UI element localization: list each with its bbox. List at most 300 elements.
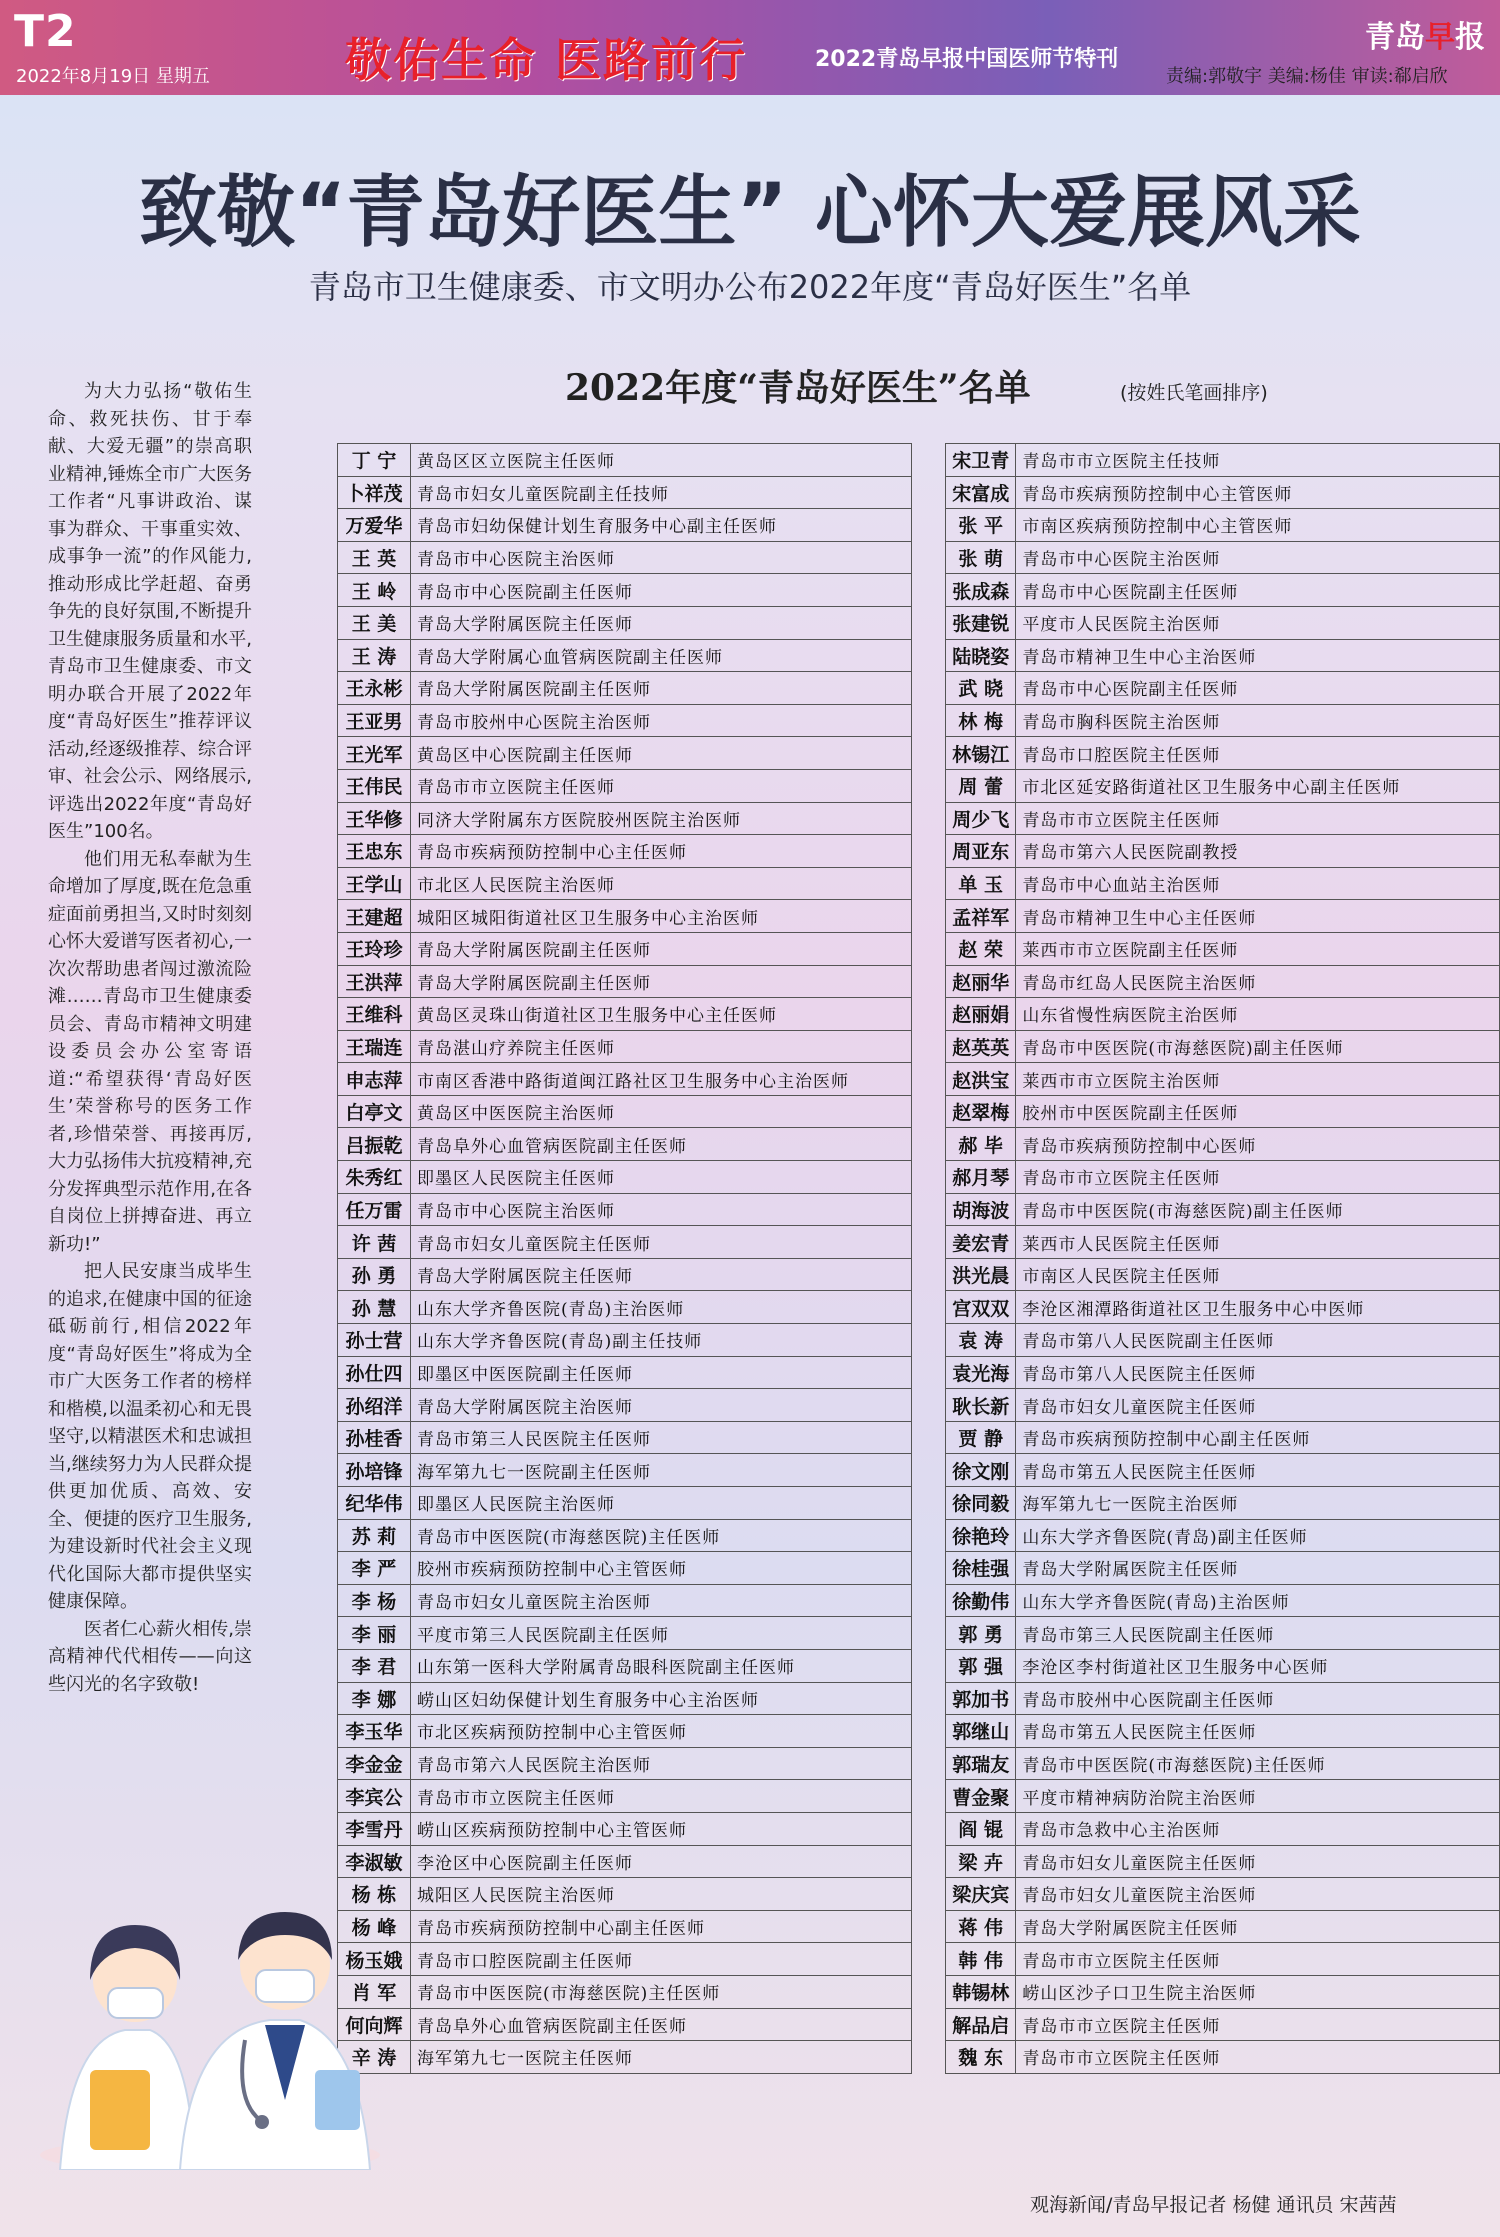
doctor-name: 王华修	[338, 802, 411, 835]
doctor-position: 青岛市第三人民医院主任医师	[411, 1421, 912, 1454]
doctor-position: 市南区人民医院主任医师	[1016, 1258, 1500, 1291]
doctor-name: 辛 涛	[338, 2041, 411, 2074]
intro-paragraph: 为大力弘扬“敬佑生命、救死扶伤、甘于奉献、大爱无疆”的崇高职业精神,锤炼全市广大医务工作者“凡事讲政治、谋事为群众、干事重实效、成事争一流”的作风能力,推动形成比学赶超、奋勇争先的良好氛围,不断提升卫生健康服务质量和水平,青岛市卫生健康委、市文明办联合开展了2022年度“青岛好医生”推荐评议活动,经逐级推荐、综合评审、社会公示、网络展示,评选出2022年度“青岛好医生”100名。	[48, 381, 252, 842]
issue-date: 2022年8月19日 星期五	[16, 66, 210, 87]
doctor-position: 海军第九七一医院主治医师	[1016, 1487, 1500, 1520]
doctor-name: 耿长新	[946, 1389, 1016, 1422]
doctor-name: 孙 慧	[338, 1291, 411, 1324]
doctor-name: 洪光晨	[946, 1258, 1016, 1291]
doctor-name: 宫双双	[946, 1291, 1016, 1324]
table-row	[338, 1878, 912, 1911]
doctor-position: 青岛市中心血站主治医师	[1016, 867, 1500, 900]
doctor-position: 青岛市第六人民医院副教授	[1016, 835, 1500, 868]
doctor-name: 徐艳玲	[946, 1519, 1016, 1552]
doctor-position: 青岛市市立医院主任技师	[1016, 444, 1500, 477]
doctors-illustration	[30, 1840, 390, 2170]
table-row	[338, 998, 912, 1031]
doctor-name: 解品启	[946, 2008, 1016, 2041]
intro-paragraph: 把人民安康当成毕生的追求,在健康中国的征途砥砺前行,相信2022年度“青岛好医生”将成为全市广大医务工作者的榜样和楷模,以温柔初心和无畏坚守,以精湛医术和忠诚担当,继续努力为人民群众提供更加优质、高效、安全、便捷的医疗卫生服务,为建设新时代社会主义现代化国际大都市提供坚实健康保障。	[48, 1261, 252, 1612]
doctor-name: 姜宏青	[946, 1226, 1016, 1259]
doctor-name: 梁 卉	[946, 1845, 1016, 1878]
doctor-name: 任万雷	[338, 1193, 411, 1226]
doctor-position: 青岛市胸科医院主治医师	[1016, 704, 1500, 737]
doctor-position: 青岛市第八人民医院副主任医师	[1016, 1324, 1500, 1357]
doctor-name: 吕振乾	[338, 1128, 411, 1161]
doctor-position: 青岛市市立医院主任医师	[1016, 2041, 1500, 2074]
doctor-position: 莱西市人民医院主任医师	[1016, 1226, 1500, 1259]
intro-paragraph: 他们用无私奉献为生命增加了厚度,既在危急重症面前勇担当,又时时刻刻心怀大爱谱写医者初心,一次次帮助患者闯过激流险滩……青岛市卫生健康委员会、青岛市精神文明建设委员会办公室寄语道:“希望获得‘青岛好医生’荣誉称号的医务工作者,珍惜荣誉、再接再厉,大力弘扬伟大抗疫精神,充分发挥典型示范作用,在各自岗位上拼搏奋进、再立新功!”	[48, 848, 252, 1255]
doctor-name: 孙绍洋	[338, 1389, 411, 1422]
doctor-name: 李 君	[338, 1649, 411, 1682]
doctor-position: 青岛市中心医院主治医师	[1016, 541, 1500, 574]
doctor-position: 山东大学齐鲁医院(青岛)副主任医师	[1016, 1519, 1500, 1552]
table-row	[338, 1780, 912, 1813]
table-row	[338, 672, 912, 705]
doctor-position: 莱西市市立医院主治医师	[1016, 1063, 1500, 1096]
doctor-name: 徐勤伟	[946, 1584, 1016, 1617]
table-row	[946, 1095, 1500, 1128]
page-header	[0, 0, 1500, 95]
doctor-position: 黄岛区中医医院主治医师	[411, 1095, 912, 1128]
list-note: (按姓氏笔画排序)	[1120, 382, 1268, 404]
doctor-position: 青岛市市立医院主任医师	[1016, 2008, 1500, 2041]
doctor-position: 青岛市疾病预防控制中心医师	[1016, 1128, 1500, 1161]
doctor-position: 青岛市妇幼保健计划生育服务中心副主任医师	[411, 509, 912, 542]
table-row	[946, 1356, 1500, 1389]
doctor-name: 赵丽华	[946, 965, 1016, 998]
table-row	[946, 1519, 1500, 1552]
doctor-position: 青岛市胶州中心医院副主任医师	[1016, 1682, 1500, 1715]
doctor-name: 徐文刚	[946, 1454, 1016, 1487]
doctor-name: 王学山	[338, 867, 411, 900]
table-row	[338, 1128, 912, 1161]
table-row	[338, 900, 912, 933]
doctor-name: 杨 栋	[338, 1878, 411, 1911]
table-row	[946, 1291, 1500, 1324]
table-row	[946, 1747, 1500, 1780]
doctor-name: 郭瑞友	[946, 1747, 1016, 1780]
doctor-position: 山东大学齐鲁医院(青岛)主治医师	[1016, 1584, 1500, 1617]
doctor-position: 市南区香港中路街道闽江路社区卫生服务中心主治医师	[411, 1063, 912, 1096]
headline: 致敬“青岛好医生” 心怀大爱展风采	[139, 168, 1361, 258]
table-row	[338, 2008, 912, 2041]
doctor-position: 青岛市疾病预防控制中心主任医师	[411, 835, 912, 868]
doctor-position: 青岛市第八人民医院主任医师	[1016, 1356, 1500, 1389]
doctor-position: 青岛市市立医院主任医师	[1016, 1943, 1500, 1976]
table-row	[338, 1421, 912, 1454]
doctor-position: 青岛大学附属医院主任医师	[1016, 1910, 1500, 1943]
doctor-name: 周 蕾	[946, 769, 1016, 802]
doctor-name: 郝 毕	[946, 1128, 1016, 1161]
doctor-name: 周少飞	[946, 802, 1016, 835]
doctor-name: 郭加书	[946, 1682, 1016, 1715]
doctor-position: 青岛市妇女儿童医院主治医师	[411, 1584, 912, 1617]
table-row	[338, 509, 912, 542]
table-row	[946, 769, 1500, 802]
doctor-name: 李玉华	[338, 1715, 411, 1748]
doctor-name: 孙仕四	[338, 1356, 411, 1389]
table-row	[946, 606, 1500, 639]
table-row	[946, 672, 1500, 705]
table-row	[946, 1128, 1500, 1161]
table-row	[338, 1552, 912, 1585]
table-row	[946, 574, 1500, 607]
doctor-position: 海军第九七一医院主任医师	[411, 2041, 912, 2074]
table-row	[338, 1454, 912, 1487]
doctor-name: 万爱华	[338, 509, 411, 542]
header-slogan: 敬佑生命 医路前行	[345, 33, 748, 87]
table-row	[338, 1682, 912, 1715]
table-row	[338, 1030, 912, 1063]
doctor-position: 青岛市中心医院副主任医师	[1016, 574, 1500, 607]
doctor-position: 青岛市急救中心主治医师	[1016, 1812, 1500, 1845]
doctor-name: 王建超	[338, 900, 411, 933]
table-row	[946, 835, 1500, 868]
edition-title: 2022青岛早报中国医师节特刊	[815, 47, 1119, 72]
table-row	[946, 1812, 1500, 1845]
doctor-name: 贾 静	[946, 1421, 1016, 1454]
table-row	[338, 835, 912, 868]
doctor-position: 青岛市红岛人民医院主治医师	[1016, 965, 1500, 998]
doctor-name: 李 娜	[338, 1682, 411, 1715]
table-row	[946, 900, 1500, 933]
table-row	[338, 639, 912, 672]
table-row	[946, 1161, 1500, 1194]
table-row	[338, 574, 912, 607]
doctor-name: 孙 勇	[338, 1258, 411, 1291]
doctor-position: 青岛市胶州中心医院主治医师	[411, 704, 912, 737]
doctor-position: 青岛大学附属医院主任医师	[411, 1258, 912, 1291]
doctor-position: 市北区疾病预防控制中心主管医师	[411, 1715, 912, 1748]
doctor-position: 市南区疾病预防控制中心主管医师	[1016, 509, 1500, 542]
doctor-position: 青岛市妇女儿童医院主治医师	[1016, 1878, 1500, 1911]
list-title: 2022年度“青岛好医生”名单	[565, 367, 1031, 409]
table-row	[946, 1324, 1500, 1357]
doctor-name: 张 平	[946, 509, 1016, 542]
doctor-position: 平度市第三人民医院副主任医师	[411, 1617, 912, 1650]
table-row	[338, 802, 912, 835]
table-row	[338, 1258, 912, 1291]
doctor-name: 王 英	[338, 541, 411, 574]
doctor-position: 青岛市市立医院主任医师	[1016, 1161, 1500, 1194]
doctor-position: 李沧区中心医院副主任医师	[411, 1845, 912, 1878]
intro-paragraph: 医者仁心薪火相传,崇高精神代代相传——向这些闪光的名字致敬!	[48, 1618, 252, 1695]
table-row	[946, 1487, 1500, 1520]
doctor-position: 青岛市中医医院(市海慈医院)主任医师	[411, 1519, 912, 1552]
doctor-position: 山东第一医科大学附属青岛眼科医院副主任医师	[411, 1649, 912, 1682]
table-row	[946, 1910, 1500, 1943]
doctor-position: 青岛阜外心血管病医院副主任医师	[411, 1128, 912, 1161]
doctor-position: 青岛阜外心血管病医院副主任医师	[411, 2008, 912, 2041]
doctor-position: 胶州市疾病预防控制中心主管医师	[411, 1552, 912, 1585]
table-row	[338, 541, 912, 574]
doctor-position: 平度市精神病防治院主治医师	[1016, 1780, 1500, 1813]
doctor-position: 青岛市中心医院副主任医师	[411, 574, 912, 607]
table-row	[946, 1975, 1500, 2008]
doctor-position: 青岛湛山疗养院主任医师	[411, 1030, 912, 1063]
table-row	[946, 2008, 1500, 2041]
doctor-position: 青岛市中心医院副主任医师	[1016, 672, 1500, 705]
doctor-position: 青岛市中医医院(市海慈医院)副主任医师	[1016, 1030, 1500, 1063]
doctor-name: 陆晓姿	[946, 639, 1016, 672]
doctor-name: 李金金	[338, 1747, 411, 1780]
doctor-position: 青岛大学附属医院副主任医师	[411, 965, 912, 998]
table-row	[946, 998, 1500, 1031]
table-row	[338, 769, 912, 802]
doctor-name: 赵洪宝	[946, 1063, 1016, 1096]
table-row	[338, 1291, 912, 1324]
doctor-position: 即墨区中医医院副主任医师	[411, 1356, 912, 1389]
table-row	[338, 1747, 912, 1780]
doctor-name: 王 涛	[338, 639, 411, 672]
table-row	[946, 1649, 1500, 1682]
doctor-name: 王 美	[338, 606, 411, 639]
doctor-position: 城阳区城阳街道社区卫生服务中心主治医师	[411, 900, 912, 933]
table-row	[338, 1193, 912, 1226]
table-row	[338, 1812, 912, 1845]
doctor-name: 王忠东	[338, 835, 411, 868]
doctor-name: 孙士营	[338, 1324, 411, 1357]
doctor-name: 郭 强	[946, 1649, 1016, 1682]
doctor-list-right	[945, 443, 1500, 2074]
table-row	[338, 1324, 912, 1357]
doctor-name: 孙培锋	[338, 1454, 411, 1487]
doctor-position: 李沧区李村街道社区卫生服务中心医师	[1016, 1649, 1500, 1682]
doctor-position: 黄岛区中心医院副主任医师	[411, 737, 912, 770]
doctor-position: 青岛市中医医院(市海慈医院)主任医师	[1016, 1747, 1500, 1780]
doctor-name: 曹金聚	[946, 1780, 1016, 1813]
doctor-name: 韩锡林	[946, 1975, 1016, 2008]
table-row	[338, 932, 912, 965]
doctor-name: 李 严	[338, 1552, 411, 1585]
intro-article	[48, 378, 252, 1698]
doctor-position: 青岛市市立医院主任医师	[411, 769, 912, 802]
table-row	[946, 639, 1500, 672]
table-row	[946, 1617, 1500, 1650]
table-row	[946, 1682, 1500, 1715]
doctor-name: 韩 伟	[946, 1943, 1016, 1976]
doctor-position: 青岛市口腔医院副主任医师	[411, 1943, 912, 1976]
table-row	[338, 1487, 912, 1520]
doctor-name: 宋富成	[946, 476, 1016, 509]
table-row	[946, 1421, 1500, 1454]
doctor-position: 青岛市第三人民医院副主任医师	[1016, 1617, 1500, 1650]
doctor-name: 单 玉	[946, 867, 1016, 900]
table-row	[338, 1226, 912, 1259]
doctor-position: 青岛大学附属心血管病医院副主任医师	[411, 639, 912, 672]
table-row	[946, 1226, 1500, 1259]
doctor-name: 郭继山	[946, 1715, 1016, 1748]
doctor-position: 平度市人民医院主治医师	[1016, 606, 1500, 639]
doctor-name: 袁 涛	[946, 1324, 1016, 1357]
table-row	[338, 606, 912, 639]
table-row	[338, 2041, 912, 2074]
doctor-position: 同济大学附属东方医院胶州医院主治医师	[411, 802, 912, 835]
doctor-name: 王洪萍	[338, 965, 411, 998]
doctor-position: 崂山区疾病预防控制中心主管医师	[411, 1812, 912, 1845]
table-row	[946, 1552, 1500, 1585]
doctor-name: 周亚东	[946, 835, 1016, 868]
doctor-position: 青岛市精神卫生中心主治医师	[1016, 639, 1500, 672]
table-row	[338, 1389, 912, 1422]
doctor-name: 杨 峰	[338, 1910, 411, 1943]
doctor-name: 杨玉娥	[338, 1943, 411, 1976]
doctor-position: 青岛市中医医院(市海慈医院)主任医师	[411, 1975, 912, 2008]
doctor-list-left	[337, 443, 912, 2074]
table-row	[946, 1193, 1500, 1226]
table-row	[338, 867, 912, 900]
doctor-position: 即墨区人民医院主任医师	[411, 1161, 912, 1194]
table-row	[338, 444, 912, 477]
doctor-name: 胡海波	[946, 1193, 1016, 1226]
doctor-position: 胶州市中医医院副主任医师	[1016, 1095, 1500, 1128]
doctor-name: 纪华伟	[338, 1487, 411, 1520]
doctor-name: 郝月琴	[946, 1161, 1016, 1194]
doctor-position: 青岛大学附属医院主治医师	[411, 1389, 912, 1422]
doctor-name: 梁庆宾	[946, 1878, 1016, 1911]
doctor-name: 阎 锟	[946, 1812, 1016, 1845]
subheadline: 青岛市卫生健康委、市文明办公布2022年度“青岛好医生”名单	[308, 268, 1192, 306]
table-row	[946, 444, 1500, 477]
doctor-position: 青岛市妇女儿童医院主任医师	[1016, 1845, 1500, 1878]
doctor-name: 李宾公	[338, 1780, 411, 1813]
table-row	[946, 541, 1500, 574]
table-row	[338, 1617, 912, 1650]
page-number: T2	[14, 6, 77, 57]
doctor-name: 徐同毅	[946, 1487, 1016, 1520]
table-row	[338, 1649, 912, 1682]
doctor-position: 青岛市疾病预防控制中心副主任医师	[1016, 1421, 1500, 1454]
doctor-name: 王亚男	[338, 704, 411, 737]
table-row	[946, 1063, 1500, 1096]
doctor-position: 青岛大学附属医院副主任医师	[411, 932, 912, 965]
doctor-position: 青岛市市立医院主任医师	[411, 1780, 912, 1813]
doctor-name: 张成森	[946, 574, 1016, 607]
doctor-name: 苏 莉	[338, 1519, 411, 1552]
table-row	[338, 1095, 912, 1128]
doctor-name: 白亭文	[338, 1095, 411, 1128]
doctor-name: 张建锐	[946, 606, 1016, 639]
doctor-position: 青岛市中心医院主治医师	[411, 1193, 912, 1226]
doctor-name: 徐桂强	[946, 1552, 1016, 1585]
doctor-position: 李沧区湘潭路街道社区卫生服务中心中医师	[1016, 1291, 1500, 1324]
table-row	[946, 1780, 1500, 1813]
doctor-name: 武 晓	[946, 672, 1016, 705]
table-row	[946, 802, 1500, 835]
doctor-position: 青岛市疾病预防控制中心副主任医师	[411, 1910, 912, 1943]
table-row	[338, 1943, 912, 1976]
doctor-name: 孟祥军	[946, 900, 1016, 933]
doctor-name: 李雪丹	[338, 1812, 411, 1845]
table-row	[338, 1161, 912, 1194]
doctor-position: 青岛市第六人民医院主治医师	[411, 1747, 912, 1780]
doctor-name: 许 茜	[338, 1226, 411, 1259]
doctor-name: 郭 勇	[946, 1617, 1016, 1650]
doctor-position: 市北区延安路街道社区卫生服务中心副主任医师	[1016, 769, 1500, 802]
table-row	[338, 1356, 912, 1389]
doctor-name: 赵 荣	[946, 932, 1016, 965]
doctor-position: 青岛大学附属医院主任医师	[1016, 1552, 1500, 1585]
doctor-name: 王 岭	[338, 574, 411, 607]
table-row	[338, 965, 912, 998]
doctor-name: 魏 东	[946, 2041, 1016, 2074]
doctor-position: 青岛市第五人民医院主任医师	[1016, 1715, 1500, 1748]
table-row	[946, 1030, 1500, 1063]
doctor-name: 申志萍	[338, 1063, 411, 1096]
doctor-position: 青岛市中心医院主治医师	[411, 541, 912, 574]
table-row	[946, 1845, 1500, 1878]
doctor-name: 蒋 伟	[946, 1910, 1016, 1943]
doctor-name: 宋卫青	[946, 444, 1016, 477]
doctor-position: 即墨区人民医院主治医师	[411, 1487, 912, 1520]
doctor-position: 青岛市口腔医院主任医师	[1016, 737, 1500, 770]
table-row	[946, 867, 1500, 900]
doctor-name: 王光军	[338, 737, 411, 770]
doctor-position: 青岛市妇女儿童医院副主任技师	[411, 476, 912, 509]
doctor-name: 王永彬	[338, 672, 411, 705]
doctor-position: 崂山区沙子口卫生院主治医师	[1016, 1975, 1500, 2008]
doctor-position: 城阳区人民医院主治医师	[411, 1878, 912, 1911]
doctor-position: 青岛市中医医院(市海慈医院)副主任医师	[1016, 1193, 1500, 1226]
table-row	[946, 1389, 1500, 1422]
doctor-name: 朱秀红	[338, 1161, 411, 1194]
doctor-position: 崂山区妇幼保健计划生育服务中心主治医师	[411, 1682, 912, 1715]
table-row	[338, 1063, 912, 1096]
table-row	[946, 1584, 1500, 1617]
doctor-position: 山东大学齐鲁医院(青岛)主治医师	[411, 1291, 912, 1324]
doctor-name: 林 梅	[946, 704, 1016, 737]
doctor-position: 黄岛区区立医院主任医师	[411, 444, 912, 477]
doctor-position: 青岛大学附属医院主任医师	[411, 606, 912, 639]
doctor-name: 张 萌	[946, 541, 1016, 574]
table-row	[946, 509, 1500, 542]
doctor-name: 王维科	[338, 998, 411, 1031]
doctor-position: 青岛市疾病预防控制中心主管医师	[1016, 476, 1500, 509]
byline: 观海新闻/青岛早报记者 杨健 通讯员 宋茜茜	[1030, 2194, 1397, 2216]
table-row	[946, 932, 1500, 965]
doctor-position: 市北区人民医院主治医师	[411, 867, 912, 900]
table-row	[946, 1943, 1500, 1976]
doctor-position: 海军第九七一医院副主任医师	[411, 1454, 912, 1487]
doctor-position: 山东大学齐鲁医院(青岛)副主任技师	[411, 1324, 912, 1357]
table-row	[338, 737, 912, 770]
doctor-name: 王瑞连	[338, 1030, 411, 1063]
doctor-position: 青岛市妇女儿童医院主任医师	[1016, 1389, 1500, 1422]
doctor-position: 黄岛区灵珠山街道社区卫生服务中心主任医师	[411, 998, 912, 1031]
table-row	[946, 965, 1500, 998]
doctor-name: 林锡江	[946, 737, 1016, 770]
doctor-position: 青岛市第五人民医院主任医师	[1016, 1454, 1500, 1487]
table-row	[946, 1878, 1500, 1911]
table-row	[338, 1910, 912, 1943]
table-row	[946, 737, 1500, 770]
doctor-name: 袁光海	[946, 1356, 1016, 1389]
doctor-name: 王伟民	[338, 769, 411, 802]
table-row	[946, 704, 1500, 737]
newspaper-logo: 青岛早报	[1365, 20, 1485, 55]
table-row	[946, 1715, 1500, 1748]
table-row	[338, 704, 912, 737]
doctor-name: 卜祥茂	[338, 476, 411, 509]
doctor-position: 青岛市妇女儿童医院主任医师	[411, 1226, 912, 1259]
doctor-name: 李 丽	[338, 1617, 411, 1650]
editors-credit: 责编:郭敬宇 美编:杨佳 审读:郗启欣	[1166, 66, 1448, 87]
doctor-name: 孙桂香	[338, 1421, 411, 1454]
doctor-position: 莱西市市立医院副主任医师	[1016, 932, 1500, 965]
table-row	[946, 476, 1500, 509]
table-row	[946, 2041, 1500, 2074]
doctor-name: 肖 军	[338, 1975, 411, 2008]
